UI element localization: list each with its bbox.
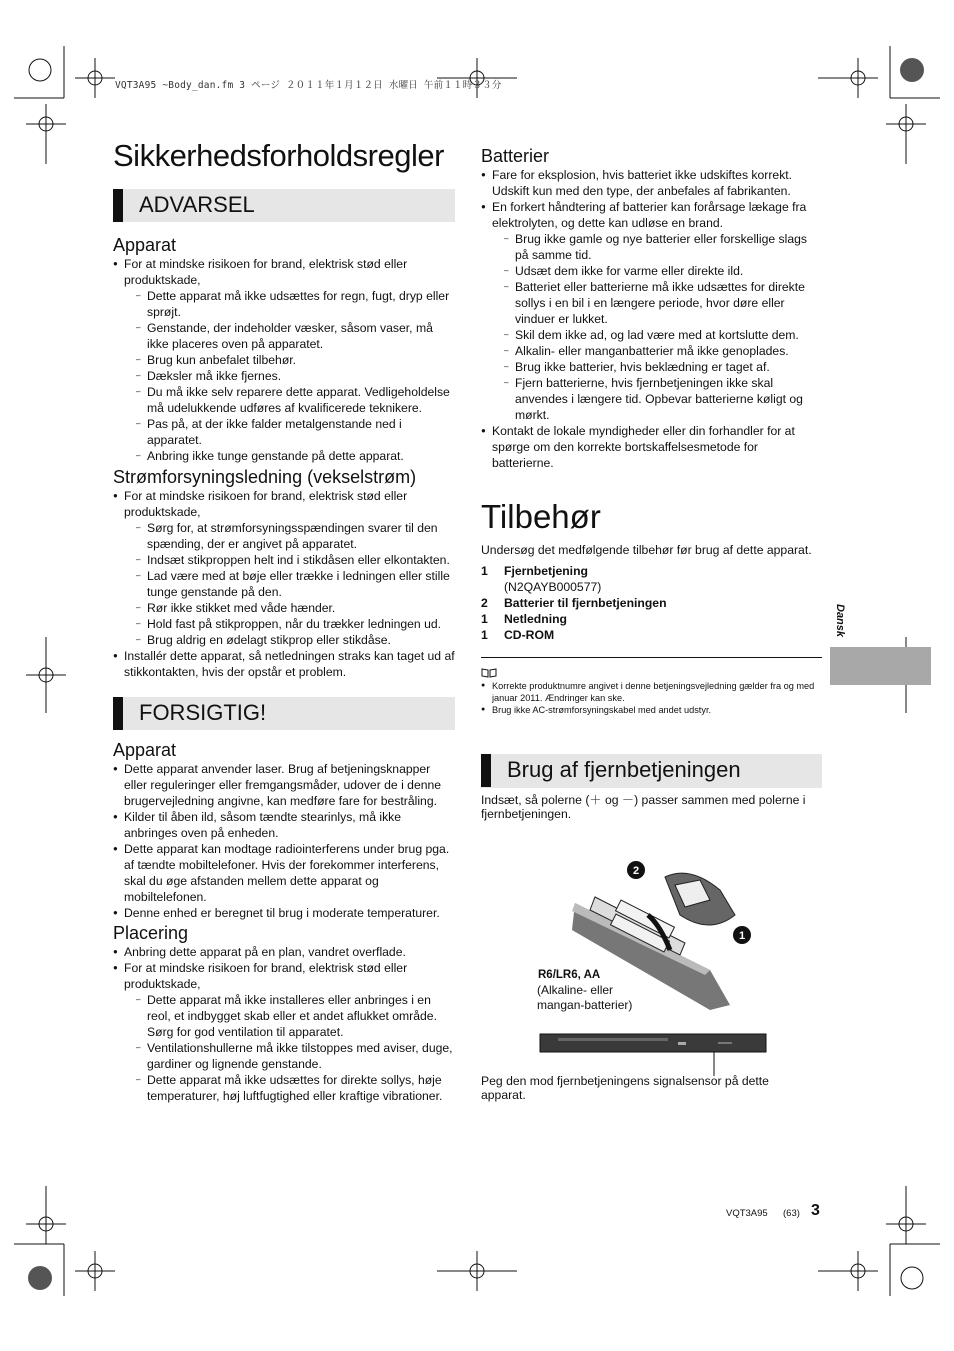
strom-list [113,488,455,680]
list-item: 1 CD-ROM [481,628,555,642]
list-item: – Dette apparat må ikke installeres eller anbringes i en reol, et indbygget skab eller et andet aflukket område. Sørg for god ventilation til apparatet. [136,992,455,1040]
list-item: – Ventilationshullerne må ikke tilstoppes med aviser, duge, gardiner og lignende genstande. [136,1040,455,1072]
list-item: ● Korrekte produktnumre angivet i denne betjeningsvejledning gælder fra og med januar 2011. Ændringer kan ske. [481,680,822,704]
brug-intro: Indsæt, så polerne (＋ og －) passer sammen med polerne i fjernbetjeningen. [481,793,806,821]
list-item: – Genstande, der indeholder væsker, såsom vaser, må ikke placeres oven på apparatet. [136,320,455,352]
list-item: – Rør ikke stikket med våde hænder. [136,600,455,616]
page-number: 3 [811,1202,820,1219]
notes [481,680,822,716]
apparat2-heading: Apparat [113,740,177,760]
placering-list [113,944,455,1104]
list-item: ● For at mindske risikoen for brand, elektrisk stød eller produktskade, – Dette apparat må ikke installeres eller anbringes i en reol, et indbygget skab eller et andet aflukket område. Sørg for god ventilation til apparatet. – Ventilationshullerne må ikke tilstoppes med aviser, duge, gardiner og lignende genstande. – Dette apparat må ikke udsættes for direkte sollys, høje temperaturer, høj luftfugtighed eller kraftige vibrationer. [113,960,455,1104]
list-item: 1 Netledning [481,612,567,626]
list-item: ● Fare for eksplosion, hvis batteriet ikke udskiftes korrekt. Udskift kun med den type, der anbefales af fabrikanten. [481,167,822,199]
page-title: Sikkerhedsforholdsregler [113,138,444,173]
brug-banner: Brug af fjernbetjeningen [481,754,822,788]
list-item: (N2QAYB000577) [504,580,602,594]
list-item: ● En forkert håndtering af batterier kan forårsage lækage fra elektrolyten, og dette kan udløse en brand. – Brug ikke gamle og nye batterier eller forskellige slags på samme tid. – Udsæt dem ikke for varme eller direkte ild. – Batteriet eller batterierne må ikke udsættes for direkte sollys i en bil i en længere periode, hvor døre eller vinduer er lukket. – Skil dem ikke ad, og lad være med at kortslutte dem. – Alkalin- eller manganbatterier må ikke genoplades. – Brug ikke batterier, hvis beklædning er taget af. – Fjern batterierne, hvis fjernbetjeningen ikke skal anvendes i længere tid. Opbevar batterierne køligt og mørkt. [481,199,822,423]
tilbehor-intro: Undersøg det medfølgende tilbehør før brug af dette apparat. [481,543,812,557]
language-label: Dansk [834,604,846,638]
list-item: ● Denne enhed er beregnet til brug i moderate temperaturer. [113,905,455,921]
device-illustration [538,1032,768,1077]
advarsel-banner: ADVARSEL [113,189,455,222]
list-item: – Batteriet eller batterierne må ikke udsættes for direkte sollys i en bil i en længere periode, hvor døre eller vinduer er lukket. [504,279,822,327]
step-1-label: 1 [738,930,746,942]
forsigtig-banner: FORSIGTIG! [113,697,455,730]
list-item: ● For at mindske risikoen for brand, elektrisk stød eller produktskade, – Dette apparat må ikke udsættes for regn, fugt, dryp eller sprøjt. – Genstande, der indeholder væsker, såsom vaser, må ikke placeres oven på apparatet. – Brug kun anbefalet tilbehør. – Dæksler må ikke fjernes. – Du må ikke selv reparere dette apparat. Vedligeholdelse må udelukkende udføres af kvalificerede teknikere. – Pas på, at der ikke falder metalgenstande ned i apparatet. – Anbring ikke tunge genstande på dette apparat. [113,256,455,464]
apparat2-list [113,761,455,921]
list-item: – Anbring ikke tunge genstande på dette apparat. [136,448,455,464]
list-item: – Dæksler må ikke fjernes. [136,368,455,384]
divider [481,657,822,658]
batterier-heading: Batterier [481,146,550,166]
step-2-label: 2 [632,865,640,877]
footer-page-ref: (63) [783,1208,800,1219]
list-item: – Skil dem ikke ad, og lad være med at kortslutte dem. [504,327,822,343]
apparat-list [113,256,455,464]
list-item: – Udsæt dem ikke for varme eller direkte ild. [504,263,822,279]
strom-heading: Strømforsyningsledning (vekselstrøm) [113,467,417,487]
list-item: 2 Batterier til fjernbetjeningen [481,596,667,610]
list-item: ● Kontakt de lokale myndigheder eller din forhandler for at spørge om den korrekte bortskaffelsesmetode for batterierne. [481,423,822,471]
device-caption: Peg den mod fjernbetjeningens signalsensor på dette apparat. [481,1074,769,1102]
list-item: – Hold fast på stikproppen, når du trækker ledningen ud. [136,616,455,632]
list-item: – Brug kun anbefalet tilbehør. [136,352,455,368]
list-item: – Sørg for, at strømforsyningsspændingen svarer til den spænding, der er angivet på apparatet. [136,520,455,552]
left-column [113,138,455,1104]
battery-desc: (Alkaline- eller mangan-batterier) [537,983,633,1012]
right-column [481,145,822,821]
book-icon [481,666,497,676]
list-item: – Brug ikke gamle og nye batterier eller forskellige slags på samme tid. [504,231,822,263]
list-item: – Dette apparat må ikke udsættes for direkte sollys, høje temperaturer, høj luftfugtighed eller kraftige vibrationer. [136,1072,455,1104]
list-item: – Brug ikke batterier, hvis beklædning er taget af. [504,359,822,375]
apparat-heading: Apparat [113,235,177,255]
accessory-list [481,563,822,643]
list-item: – Brug aldrig en ødelagt stikprop eller stikdåse. [136,632,455,648]
list-item: ● Dette apparat kan modtage radiointerferens under brug pga. af tændte mobiltelefoner. Hvis der forekommer interferens, skal du øge afstanden mellem dette apparat og mobiltelefonen. [113,841,455,905]
tilbehor-title: Tilbehør [481,498,601,535]
list-item: ● For at mindske risikoen for brand, elektrisk stød eller produktskade, – Sørg for, at strømforsyningsspændingen svarer til den spænding, der er angivet på apparatet. – Indsæt stikproppen helt ind i stikdåsen eller elkontakten. – Lad være med at bøje eller trække i ledningen eller stille tunge genstande på den. – Rør ikke stikket med våde hænder. – Hold fast på stikproppen, når du trækker ledningen ud. – Brug aldrig en ødelagt stikprop eller stikdåse. [113,488,455,648]
batterier-list [481,167,822,471]
list-item: – Du må ikke selv reparere dette apparat. Vedligeholdelse må udelukkende udføres af kvalificerede teknikere. [136,384,455,416]
battery-type: R6/LR6, AA [538,969,601,981]
placering-heading: Placering [113,923,189,943]
list-item: – Indsæt stikproppen helt ind i stikdåsen eller elkontakten. [136,552,455,568]
language-tab [830,647,931,685]
list-item: ● Brug ikke AC-strømforsyningskabel med andet udstyr. [481,704,822,716]
list-item: – Lad være med at bøje eller trække i ledningen eller stille tunge genstande på den. [136,568,455,600]
list-item: – Alkalin- eller manganbatterier må ikke genoplades. [504,343,822,359]
list-item: ● Kilder til åben ild, såsom tændte stearinlys, må ikke anbringes oven på enheden. [113,809,455,841]
list-item: – Pas på, at der ikke falder metalgenstande ned i apparatet. [136,416,455,448]
list-item: 1 Fjernbetjening [481,564,588,578]
list-item: – Dette apparat må ikke udsættes for regn, fugt, dryp eller sprøjt. [136,288,455,320]
list-item: ● Installér dette apparat, så netledningen straks kan taget ud af stikkontakten, hvis der opstår et problem. [113,648,455,680]
footer-code: VQT3A95 [726,1208,768,1219]
print-header: VQT3A95 ~Body_dan.fm 3 ページ ２０１１年１月１２日 水曜日 午前１１時３３分 [115,80,502,91]
list-item: – Fjern batterierne, hvis fjernbetjeningen ikke skal anvendes i længere tid. Opbevar batterierne køligt og mørkt. [504,375,822,423]
list-item: ● Dette apparat anvender laser. Brug af betjeningsknapper eller reguleringer eller fremgangsmåder, udover de i denne brugervejledning angivne, kan medføre fare for bestråling. [113,761,455,809]
list-item: ● Anbring dette apparat på en plan, vandret overflade. [113,944,455,960]
